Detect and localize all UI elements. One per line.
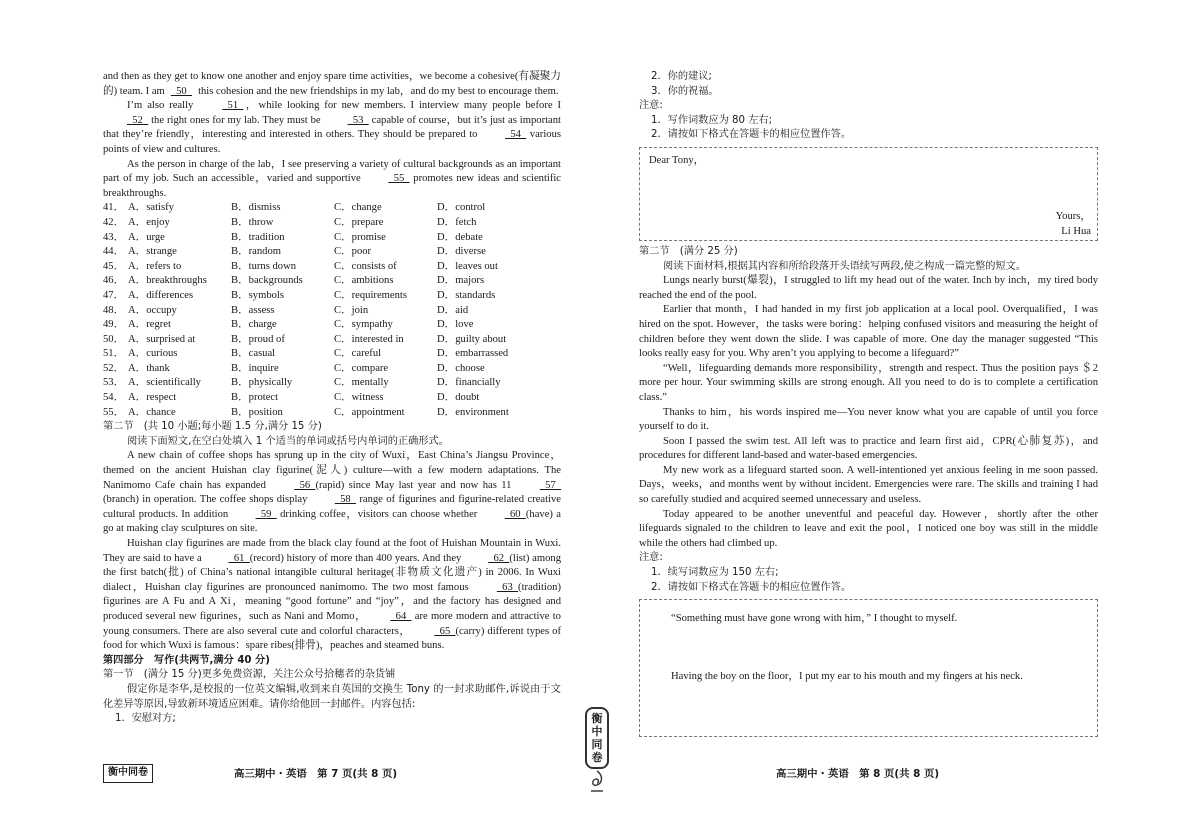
option-row <box>103 245 561 260</box>
answer-blank: 61 <box>228 552 250 564</box>
passage-paragraph: Thanks to him，his words inspired me—You never know what you are capable of until you force yourself to do it. <box>639 406 1098 433</box>
option-choice: A．satisfy <box>128 202 174 214</box>
option-number: 47． <box>103 289 125 301</box>
option-choice: D．guilty about <box>437 333 507 345</box>
passage-paragraph: Earlier that month，I had handed in my first job application at a local pool. Overqualified，I was hired on the spot. However，the tasks were boring：helping confused visitors and measuring the height of children before they went down the slide. I was capable of more. One day the manager suggested “This looks really easy for you. Why aren’t you applying to become a lifeguard?” <box>639 304 1098 360</box>
option-choice: A．surprised at <box>128 333 196 345</box>
option-choice: C．promise <box>334 231 386 243</box>
cloze-passage <box>103 70 561 201</box>
option-choice: D．embarrassed <box>437 348 509 360</box>
answer-blank: 59 <box>255 508 277 520</box>
option-choice: C．ambitions <box>334 275 394 287</box>
option-choice: A．strange <box>128 246 177 258</box>
option-choice: A．occupy <box>128 304 177 316</box>
letter-closing: Yours， <box>1055 210 1091 222</box>
seal-char: 卷 <box>591 751 603 764</box>
option-choice: A．refers to <box>128 260 182 272</box>
continuation-opening-1: “Something must have gone wrong with him，” I thought to myself. <box>671 613 958 625</box>
note-label: 注意: <box>639 100 663 112</box>
option-choice: A．differences <box>128 289 194 301</box>
option-choice: B．dismiss <box>231 202 281 214</box>
answer-blank: 63 <box>496 581 519 593</box>
note-item: 2．请按如下格式在答题卡的相应位置作答。 <box>651 129 852 141</box>
passage-paragraph: Today appeared to be another uneventful and peaceful day. However，shortly after the other lifeguards signaled to the children to leave and exit the pool，I noticed one boy was still in the middle while the others had climbed up. <box>639 508 1098 549</box>
prompt-item: 1．安慰对方; <box>115 713 176 725</box>
option-choice: D．aid <box>437 304 469 316</box>
letter-greeting: Dear Tony， <box>649 154 705 166</box>
answer-blank: 64 <box>390 610 412 622</box>
section-title: 第二节 (满分 25 分) <box>639 245 738 257</box>
note-item: 2．请按如下格式在答题卡的相应位置作答。 <box>651 581 852 593</box>
option-row <box>103 333 561 348</box>
option-choice: A．enjoy <box>128 216 170 228</box>
option-choice: B．throw <box>231 216 274 228</box>
passage-paragraph: Lungs nearly burst(爆裂)，I struggled to lift my head out of the water. Inch by inch，my tired body reached the end of the pool. <box>639 275 1098 301</box>
section-title: 第一节 (满分 15 分)更多免费资源，关注公众号拾穗者的杂货铺 <box>103 669 396 681</box>
option-row <box>103 304 561 319</box>
option-choice: D．financially <box>437 377 501 389</box>
option-row <box>103 260 561 275</box>
option-row <box>103 318 561 333</box>
seal-char: 衡 <box>591 712 603 725</box>
note-label: 注意: <box>639 552 663 564</box>
option-choice: B．proud of <box>231 333 285 345</box>
option-choice: B．physically <box>231 377 293 389</box>
continuation-answer-box <box>639 599 1098 737</box>
option-row <box>103 376 561 391</box>
story-passage <box>639 274 1098 551</box>
option-number: 45． <box>103 260 125 272</box>
option-number: 54． <box>103 392 125 404</box>
option-row <box>103 362 561 377</box>
option-choice: B．turns down <box>231 260 297 272</box>
option-choice: B．inquire <box>231 362 279 374</box>
section-instruction: 阅读下面材料,根据其内容和所给段落开头语续写两段,使之构成一篇完整的短文。 <box>663 260 1027 272</box>
option-choice: D．standards <box>437 289 496 301</box>
prompt-item: 3．你的祝福。 <box>651 85 719 97</box>
writing-prompt: 假定你是李华,是校报的一位英文编辑,收到来自英国的交换生 Tony 的一封求助邮件,诉说由于文化差异等原因,导致新环境适应困难。请你给他回一封邮件。内容包括: <box>103 683 561 710</box>
option-choice: C．requirements <box>334 289 407 301</box>
answer-blank: 54 <box>505 129 527 141</box>
option-choice: D．fetch <box>437 216 477 228</box>
passage-paragraph: I’m also really 51 ，while looking for new members. I interview many people before I 52 the right ones for my lab. They must be 53 capable of course，but it’s just as important that they’re friendly，interesting and interested in others. They should be prepared to 54 various points of view and cultures. <box>103 100 562 155</box>
answer-blank: 51 <box>222 100 244 112</box>
option-number: 46． <box>103 275 125 287</box>
option-row <box>103 406 561 421</box>
answer-blank: 65 <box>434 625 456 637</box>
option-choice: B．position <box>231 406 283 418</box>
right-page-column <box>639 70 1098 741</box>
answer-blank: 56 <box>294 479 316 491</box>
option-choice: D．debate <box>437 231 483 243</box>
answer-blank: 62 <box>488 552 510 564</box>
option-number: 50． <box>103 333 125 345</box>
letter-signature: Li Hua <box>1061 225 1091 237</box>
option-choice: C．careful <box>334 348 382 360</box>
option-choice: D．control <box>437 202 486 214</box>
option-row <box>103 216 561 231</box>
note-item: 1．续写词数应为 150 左右; <box>651 567 779 579</box>
letter-answer-box <box>639 147 1098 241</box>
option-choice: C．appointment <box>334 406 405 418</box>
section-title: 第二节 (共 10 小题;每小题 1.5 分,满分 15 分) <box>103 421 322 433</box>
passage-paragraph: “Well，lifeguarding demands more responsibility，strength and respect. Thus the position pays ＄2 more per hour. Your swimming skills are strong enough. All you need to do is to complete a certification class.” <box>639 362 1098 403</box>
seal-char: 中 <box>591 725 603 738</box>
option-choice: C．mentally <box>334 377 389 389</box>
option-number: 53． <box>103 377 125 389</box>
option-choice: D．leaves out <box>437 260 498 272</box>
option-number: 44． <box>103 246 125 258</box>
option-choice: C．witness <box>334 392 384 404</box>
answer-blank: 55 <box>388 173 410 185</box>
section-instruction: 阅读下面短文,在空白处填入 1 个适当的单词或括号内单词的正确形式。 <box>127 435 449 447</box>
option-choice: B．random <box>231 246 282 258</box>
answer-blank: 57 <box>539 479 561 491</box>
cloze-options-table <box>103 201 561 420</box>
option-choice: C．prepare <box>334 216 384 228</box>
answer-blank: 52 <box>127 114 149 126</box>
option-choice: C．change <box>334 202 382 214</box>
answer-blank: 58 <box>334 494 356 506</box>
prompt-item: 2．你的建议; <box>651 71 712 82</box>
option-row <box>103 289 561 304</box>
option-number: 49． <box>103 319 125 331</box>
seal-swirl-icon <box>587 769 607 795</box>
option-row <box>103 391 561 406</box>
option-choice: D．environment <box>437 406 509 418</box>
option-choice: D．choose <box>437 362 485 374</box>
passage-paragraph: My new work as a lifeguard started soon. A well-intentioned yet anxious feeling in me soon passed. Days，weeks，and months went by without incident. Emergencies were rare. The skills and training I had so carefully studied and acquired seemed unnecessary and useless. <box>639 464 1098 506</box>
publisher-stamp: 衡中同卷 <box>103 764 153 783</box>
option-choice: D．doubt <box>437 392 480 404</box>
option-choice: D．love <box>437 319 474 331</box>
passage-paragraph: Huishan clay figurines are made from the black clay found at the foot of Huishan Mountain in Wuxi. They are said to have a 61 (record) history of more than 400 years. And they 62 (list) among the first batch(批) of China’s national intangible cultural heritage(非物质文化遗产) in 2006. In Wuxi dialect，Huishan clay figurines are pronounced nanimomo. The two most famous 63 (tradition) figurines are A Fu and A Xi，meaning “good fortune” and “joy”，and the factory has designed and produced several new figurines，such as Nani and Momo， 64 are more modern and attractive to young consumers. There are also several cute and colorful characters， 65 (carry) different types of food for which Wuxi is famous：spare ribes(排骨)，peaches and steamed buns. <box>103 538 561 652</box>
option-choice: B．assess <box>231 304 275 316</box>
seal-logo <box>584 707 610 795</box>
option-choice: A．regret <box>128 319 171 331</box>
option-choice: A．chance <box>128 406 176 418</box>
option-choice: A．scientifically <box>128 377 201 389</box>
option-choice: B．charge <box>231 319 277 331</box>
option-row <box>103 347 561 362</box>
answer-blank: 50 <box>170 85 193 97</box>
option-choice: C．join <box>334 304 369 316</box>
option-choice: B．backgrounds <box>231 275 303 287</box>
option-choice: C．consists of <box>334 260 397 272</box>
option-choice: D．majors <box>437 275 485 287</box>
option-number: 52． <box>103 362 125 374</box>
answer-blank: 60 <box>504 508 526 520</box>
option-choice: A．breakthroughs <box>128 275 207 287</box>
continuation-opening-2: Having the boy on the floor，I put my ear to his mouth and my fingers at his neck. <box>671 671 1023 683</box>
right-page-footer: 高三期中・英语 第 8 页(共 8 页) <box>776 768 940 780</box>
option-row <box>103 231 561 246</box>
option-choice: A．thank <box>128 362 170 374</box>
passage-paragraph: and then as they get to know one another and enjoy spare time activities，we become a cohesive(有凝聚力的) team. I am 50 this cohesion and the new friendships in my lab，and do my best to encourage them. <box>103 70 561 99</box>
option-number: 43． <box>103 231 125 243</box>
option-choice: C．sympathy <box>334 319 393 331</box>
option-number: 51． <box>103 348 125 360</box>
option-choice: A．curious <box>128 348 178 360</box>
option-choice: C．compare <box>334 362 389 374</box>
option-choice: B．protect <box>231 392 279 404</box>
option-choice: A．urge <box>128 231 165 243</box>
option-choice: A．respect <box>128 392 177 404</box>
passage-paragraph: A new chain of coffee shops has sprung up in the city of Wuxi，East China’s Jiangsu Province，themed on the ancient Huishan clay figurine(泥人) culture—with a few modern adaptations. The Nanimomo Cafe chain has expanded 56 (rapid) since May last year and now has 11 57 (branch) in operation. The coffee shops display 58 range of figurines and figurine-related creative cultural products. In addition 59 drinking coffee，visitors can choose whether 60 (have) a go at making clay sculptures on site. <box>103 450 562 535</box>
note-item: 1．写作词数应为 80 左右; <box>651 114 773 126</box>
option-number: 55． <box>103 406 125 418</box>
left-page-column <box>103 70 561 727</box>
seal-char: 同 <box>591 738 603 751</box>
option-number: 42． <box>103 216 125 228</box>
option-choice: C．interested in <box>334 333 404 345</box>
part-title: 第四部分 写作(共两节,满分 40 分) <box>103 654 270 666</box>
option-choice: C．poor <box>334 246 372 258</box>
option-row <box>103 201 561 216</box>
passage-paragraph: As the person in charge of the lab，I see preserving a variety of cultural backgrounds as an important part of my job. Such an accessible，varied and supportive 55 promotes new ideas and scientific breakthroughs. <box>103 158 561 199</box>
grammar-passage <box>103 449 561 653</box>
left-page-footer: 高三期中・英语 第 7 页(共 8 页) <box>234 768 398 780</box>
option-choice: B．symbols <box>231 289 284 301</box>
option-choice: B．casual <box>231 348 276 360</box>
option-number: 41． <box>103 202 125 214</box>
passage-paragraph: Soon I passed the swim test. All left was to practice and learn first aid，CPR(心肺复苏)，and procedures for different land-based and water-based emergencies. <box>639 435 1098 462</box>
answer-blank: 53 <box>347 114 369 126</box>
option-number: 48． <box>103 304 125 316</box>
option-choice: D．diverse <box>437 246 486 258</box>
option-row <box>103 274 561 289</box>
option-choice: B．tradition <box>231 231 285 243</box>
